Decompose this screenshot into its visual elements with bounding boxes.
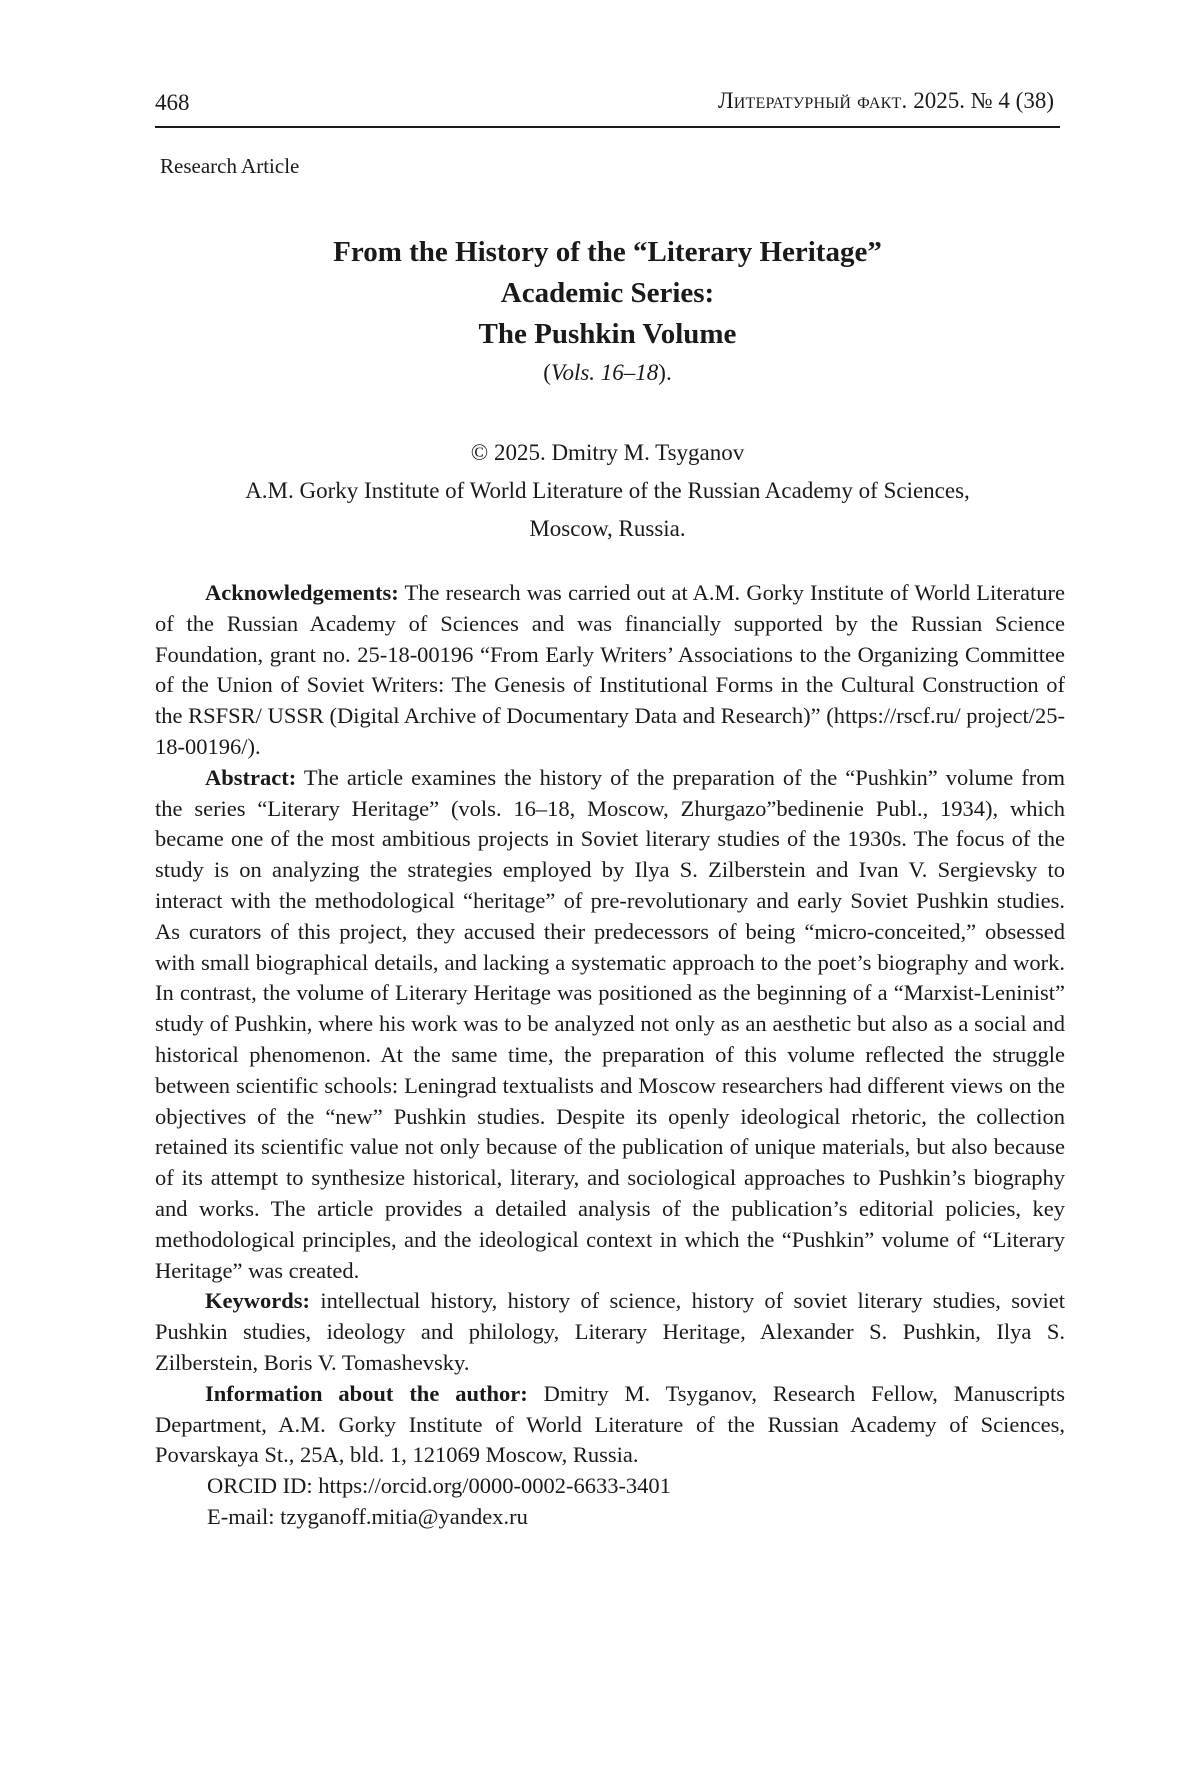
author-info-text: Dmitry M. Tsyganov, Research Fellow, Manuscripts Department, A.M. Gorky Institute of World Literature of the Russian Academy of Sciences, Povarskaya St., 25A, bld. 1, 121069 Moscow, Russia. — [155, 1380, 1065, 1468]
acknowledgements-text: The research was carried out at A.M. Gorky Institute of World Literature of the Russian Academy of Sciences and was financially supported by the Russian Science Foundation, grant no. 25-18-00196 “From Early Writers’ Associations to the Organizing Committee of the Union of Soviet Writers: The Genesis of Institutional Forms in the Cultural Construction of the RSFSR/ USSR (Digital Archive of Documentary Data and Research)” (https://rscf.ru/ project/25-18-00196/). — [155, 580, 1065, 759]
article-title — [155, 232, 1060, 391]
title-line-1: From the History of the “Literary Heritage” — [333, 236, 882, 268]
author-block — [155, 434, 1060, 548]
article-front-matter — [155, 578, 1065, 1533]
running-header — [155, 86, 1060, 128]
abstract-text: The article examines the history of the preparation of the “Pushkin” volume from the series “Literary Heritage” (vols. 16–18, Moscow, Zhurgazo”bedinenie Publ., 1934), which became one of the most ambitious projects in Soviet literary studies of the 1930s. The focus of the study is on analyzing the strategies employed by Ilya S. Zilberstein and Ivan V. Sergievsky to interact with the methodological “heritage” of pre-revolutionary and early Soviet Pushkin studies. As curators of this project, they accused their predecessors of being “micro-conceited,” obsessed with small biographical details, and lacking a systematic approach to the poet’s biography and work. In contrast, the volume of Literary Heritage was positioned as the beginning of a “Marxist-Leninist” study of Pushkin, where his work was to be analyzed not only as an aesthetic but also as a social and historical phenomenon. At the same time, the preparation of this volume reflected the struggle between scientific schools: Leningrad textualists and Moscow researchers had different views on the objectives of the “new” Pushkin studies. Despite its openly ideological rhetoric, the collection retained its scientific value not only because of the publication of unique materials, but also because of its attempt to synthesize historical, literary, and sociological approaches to Pushkin’s biography and works. The article provides a detailed analysis of the publication’s editorial policies, key methodological principles, and the ideological context in which the “Pushkin” volume of “Literary Heritage” was created. — [155, 764, 1065, 1283]
author-info-paragraph — [155, 1379, 1065, 1471]
vols-open: ( — [543, 360, 551, 385]
title-line-3: The Pushkin Volume — [478, 318, 737, 350]
author-info-label: Information about the author: — [205, 1380, 528, 1406]
title-volumes — [155, 355, 1060, 391]
page-number: 468 — [155, 90, 190, 115]
affiliation-line-2: Moscow, Russia. — [529, 516, 686, 541]
title-line-2: Academic Series: — [500, 277, 715, 309]
vols-text: Vols. 16–18 — [550, 360, 659, 385]
journal-issue: 2025. № 4 (38) — [913, 88, 1054, 113]
acknowledgements-paragraph — [155, 578, 1065, 763]
journal-name — [718, 88, 1054, 114]
article-type: Research Article — [160, 154, 300, 178]
vols-close: ). — [658, 360, 672, 385]
email-line: E-mail: tzyganoff.mitia@yandex.ru — [207, 1503, 528, 1529]
author-line: © 2025. Dmitry M. Tsyganov — [470, 440, 745, 465]
keywords-text: intellectual history, history of science, history of soviet literary studies, soviet Pushkin studies, ideology and philology, Literary Heritage, Alexander S. Pushkin, Ilya S. Zilberstein, Boris V. Tomashevsky. — [155, 1288, 1065, 1375]
abstract-paragraph — [155, 763, 1065, 1287]
affiliation-line-1: A.M. Gorky Institute of World Literature of the Russian Academy of Sciences, — [245, 478, 970, 503]
orcid-line: ORCID ID: https://orcid.org/0000-0002-6633-3401 — [207, 1473, 671, 1499]
keywords-paragraph — [155, 1286, 1065, 1378]
abstract-label: Abstract: — [205, 764, 297, 790]
acknowledgements-label: Acknowledgements: — [205, 580, 399, 605]
journal-title: Литературный факт. — [717, 88, 908, 113]
keywords-label: Keywords: — [205, 1288, 310, 1314]
